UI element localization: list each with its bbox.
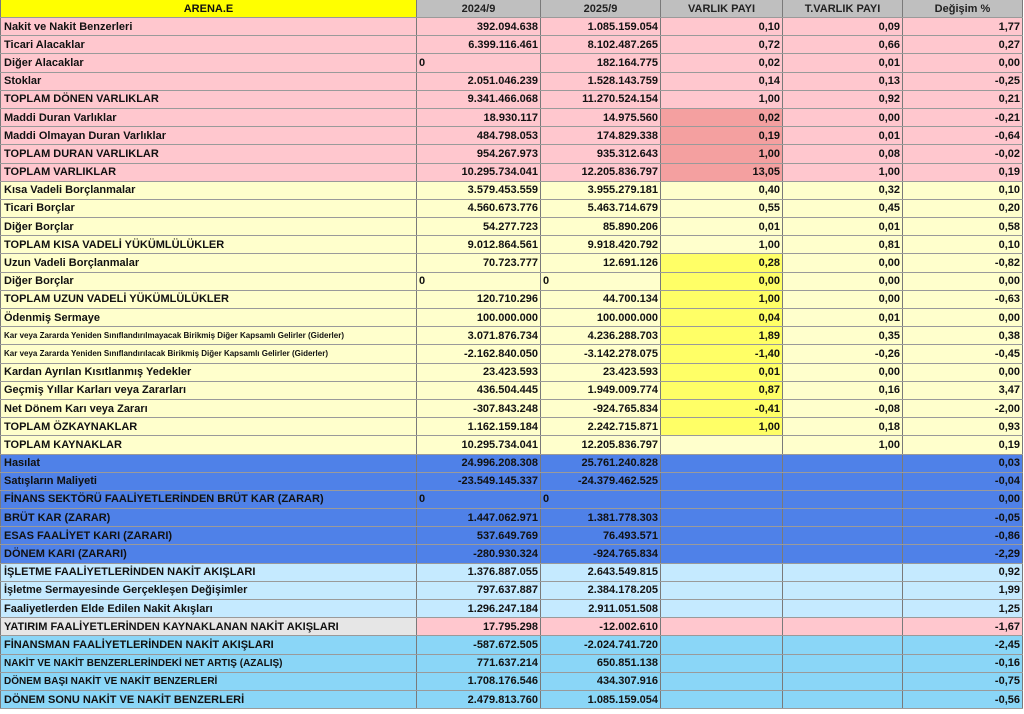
degisim-cell[interactable]: -0,45 [903, 345, 1023, 363]
t-varlik-payi-cell[interactable]: 0,00 [783, 254, 903, 272]
degisim-cell[interactable]: -0,56 [903, 690, 1023, 708]
row-label[interactable]: DÖNEM BAŞI NAKİT VE NAKİT BENZERLERİ [1, 672, 417, 690]
degisim-cell[interactable]: 1,25 [903, 600, 1023, 618]
value-2024-cell[interactable]: 1.376.887.055 [417, 563, 541, 581]
table-row [1, 218, 1023, 236]
row-label[interactable]: İŞLETME FAALİYETLERİNDEN NAKİT AKIŞLARI [1, 563, 417, 581]
degisim-cell[interactable]: 0,92 [903, 563, 1023, 581]
degisim-cell[interactable]: 0,19 [903, 436, 1023, 454]
header-ticker[interactable]: ARENA.E [1, 0, 417, 18]
t-varlik-payi-cell[interactable] [783, 654, 903, 672]
varlik-payi-cell[interactable]: -1,40 [661, 345, 783, 363]
varlik-payi-cell[interactable]: 0,19 [661, 127, 783, 145]
table-row [1, 90, 1023, 108]
value-2024-cell[interactable]: 10.295.734.041 [417, 163, 541, 181]
table-row [1, 236, 1023, 254]
header-row [1, 0, 1023, 18]
row-label[interactable]: Kısa Vadeli Borçlanmalar [1, 181, 417, 199]
row-label[interactable]: Net Dönem Karı veya Zararı [1, 399, 417, 417]
value-2024-cell[interactable]: 2.479.813.760 [417, 690, 541, 708]
varlik-payi-cell[interactable]: 1,00 [661, 418, 783, 436]
value-2024-cell[interactable]: 537.649.769 [417, 527, 541, 545]
t-varlik-payi-cell[interactable] [783, 527, 903, 545]
varlik-payi-cell[interactable]: 1,00 [661, 90, 783, 108]
value-2025-cell[interactable]: 1.949.009.774 [541, 381, 661, 399]
varlik-payi-cell[interactable] [661, 672, 783, 690]
value-2025-cell[interactable]: 434.307.916 [541, 672, 661, 690]
varlik-payi-cell[interactable]: 1,00 [661, 290, 783, 308]
row-label[interactable]: Satışların Maliyeti [1, 472, 417, 490]
row-label[interactable]: Maddi Duran Varlıklar [1, 108, 417, 126]
table-row [1, 363, 1023, 381]
value-2024-cell[interactable]: 54.277.723 [417, 218, 541, 236]
varlik-payi-cell[interactable] [661, 581, 783, 599]
degisim-cell[interactable]: -0,05 [903, 509, 1023, 527]
value-2025-cell[interactable]: -924.765.834 [541, 545, 661, 563]
value-2025-cell[interactable]: 2.242.715.871 [541, 418, 661, 436]
value-2024-cell[interactable]: 6.399.116.461 [417, 36, 541, 54]
varlik-payi-cell[interactable]: 1,00 [661, 145, 783, 163]
degisim-cell[interactable]: -0,64 [903, 127, 1023, 145]
table-row [1, 163, 1023, 181]
value-2025-cell[interactable] [541, 272, 661, 290]
table-row [1, 18, 1023, 36]
header-t-varlik-payi[interactable]: T.VARLIK PAYI [783, 0, 903, 18]
table-row [1, 454, 1023, 472]
varlik-payi-cell[interactable] [661, 509, 783, 527]
row-label[interactable]: TOPLAM KAYNAKLAR [1, 436, 417, 454]
value-2024-cell[interactable]: 771.637.214 [417, 654, 541, 672]
degisim-cell[interactable]: 0,27 [903, 36, 1023, 54]
table-row [1, 618, 1023, 636]
value-2024-cell[interactable]: 1.296.247.184 [417, 600, 541, 618]
value-2024-cell[interactable]: -23.549.145.337 [417, 472, 541, 490]
degisim-cell[interactable]: -2,00 [903, 399, 1023, 417]
table-row [1, 181, 1023, 199]
row-label[interactable]: TOPLAM KISA VADELİ YÜKÜMLÜLÜKLER [1, 236, 417, 254]
value-2025-value: 0 [543, 275, 550, 288]
value-2024-cell[interactable]: 4.560.673.776 [417, 199, 541, 217]
varlik-payi-cell[interactable]: 1,89 [661, 327, 783, 345]
t-varlik-payi-cell[interactable] [783, 545, 903, 563]
value-2024-cell[interactable]: 484.798.053 [417, 127, 541, 145]
header-degisim[interactable]: Değişim % [903, 0, 1023, 18]
row-label[interactable]: TOPLAM ÖZKAYNAKLAR [1, 418, 417, 436]
varlik-payi-cell[interactable]: 0,55 [661, 199, 783, 217]
t-varlik-payi-cell[interactable] [783, 563, 903, 581]
table-row [1, 545, 1023, 563]
value-2025-cell[interactable]: 25.761.240.828 [541, 454, 661, 472]
table-row [1, 690, 1023, 708]
row-label[interactable]: NAKİT VE NAKİT BENZERLERİNDEKİ NET ARTIŞ (AZALIŞ) [1, 654, 417, 672]
varlik-payi-cell[interactable]: 1,00 [661, 236, 783, 254]
t-varlik-payi-cell[interactable]: 0,32 [783, 181, 903, 199]
row-label[interactable]: Uzun Vadeli Borçlanmalar [1, 254, 417, 272]
value-2025-cell[interactable]: 9.918.420.792 [541, 236, 661, 254]
degisim-cell[interactable]: -0,63 [903, 290, 1023, 308]
value-2024-cell[interactable]: 9.341.466.068 [417, 90, 541, 108]
value-2024-cell[interactable]: 9.012.864.561 [417, 236, 541, 254]
value-2025-cell[interactable]: 44.700.134 [541, 290, 661, 308]
degisim-cell[interactable]: -1,67 [903, 618, 1023, 636]
t-varlik-payi-cell[interactable]: 0,01 [783, 218, 903, 236]
value-2024-cell[interactable]: 23.423.593 [417, 363, 541, 381]
value-2024-cell[interactable]: 18.930.117 [417, 108, 541, 126]
value-2025-cell[interactable]: 935.312.643 [541, 145, 661, 163]
degisim-cell[interactable]: 0,19 [903, 163, 1023, 181]
t-varlik-payi-cell[interactable]: 0,81 [783, 236, 903, 254]
table-row [1, 108, 1023, 126]
value-2024-cell[interactable] [417, 490, 541, 508]
varlik-payi-cell[interactable]: 13,05 [661, 163, 783, 181]
t-varlik-payi-cell[interactable]: 0,00 [783, 290, 903, 308]
t-varlik-payi-cell[interactable]: 0,35 [783, 327, 903, 345]
t-varlik-payi-cell[interactable]: 0,09 [783, 18, 903, 36]
value-2024-cell[interactable]: -587.672.505 [417, 636, 541, 654]
varlik-payi-cell[interactable] [661, 636, 783, 654]
varlik-payi-cell[interactable]: 0,14 [661, 72, 783, 90]
table-row [1, 254, 1023, 272]
value-2025-cell[interactable]: 182.164.775 [541, 54, 661, 72]
table-row [1, 345, 1023, 363]
t-varlik-payi-cell[interactable]: 0,01 [783, 127, 903, 145]
value-2025-cell[interactable]: 174.829.338 [541, 127, 661, 145]
t-varlik-payi-cell[interactable]: 0,92 [783, 90, 903, 108]
value-2025-cell[interactable]: 14.975.560 [541, 108, 661, 126]
t-varlik-payi-cell[interactable]: 0,00 [783, 272, 903, 290]
value-2025-cell[interactable]: -3.142.278.075 [541, 345, 661, 363]
value-2024-cell[interactable]: 24.996.208.308 [417, 454, 541, 472]
value-2025-cell[interactable]: 650.851.138 [541, 654, 661, 672]
value-2025-cell[interactable]: 3.955.279.181 [541, 181, 661, 199]
value-2024-cell[interactable]: 2.051.046.239 [417, 72, 541, 90]
value-2025-cell[interactable]: -12.002.610 [541, 618, 661, 636]
value-2025-cell[interactable]: 12.691.126 [541, 254, 661, 272]
row-label[interactable]: Kardan Ayrılan Kısıtlanmış Yedekler [1, 363, 417, 381]
degisim-cell[interactable]: 0,21 [903, 90, 1023, 108]
table-row [1, 145, 1023, 163]
value-2025-cell[interactable]: 85.890.206 [541, 218, 661, 236]
varlik-payi-cell[interactable]: 0,02 [661, 108, 783, 126]
value-2025-cell[interactable]: 8.102.487.265 [541, 36, 661, 54]
row-label[interactable]: Maddi Olmayan Duran Varlıklar [1, 127, 417, 145]
t-varlik-payi-cell[interactable] [783, 690, 903, 708]
table-row [1, 636, 1023, 654]
value-2025-cell[interactable]: 76.493.571 [541, 527, 661, 545]
table-row [1, 509, 1023, 527]
value-2024-cell[interactable]: 1.162.159.184 [417, 418, 541, 436]
row-label[interactable]: Diğer Borçlar [1, 272, 417, 290]
varlik-payi-cell[interactable] [661, 454, 783, 472]
varlik-payi-cell[interactable] [661, 490, 783, 508]
row-label[interactable]: FİNANS SEKTÖRÜ FAALİYETLERİNDEN BRÜT KAR (ZARAR) [1, 490, 417, 508]
degisim-cell[interactable]: -0,21 [903, 108, 1023, 126]
row-label[interactable]: Nakit ve Nakit Benzerleri [1, 18, 417, 36]
table-row [1, 672, 1023, 690]
value-2024-cell[interactable]: 70.723.777 [417, 254, 541, 272]
t-varlik-payi-cell[interactable] [783, 454, 903, 472]
table-row [1, 290, 1023, 308]
value-2025-cell[interactable]: -924.765.834 [541, 399, 661, 417]
row-label[interactable]: DÖNEM SONU NAKİT VE NAKİT BENZERLERİ [1, 690, 417, 708]
table-row [1, 490, 1023, 508]
degisim-cell[interactable]: 0,00 [903, 54, 1023, 72]
t-varlik-payi-cell[interactable]: -0,08 [783, 399, 903, 417]
degisim-cell[interactable]: -2,45 [903, 636, 1023, 654]
value-2025-cell[interactable]: 1.381.778.303 [541, 509, 661, 527]
t-varlik-payi-cell[interactable] [783, 618, 903, 636]
t-varlik-payi-cell[interactable]: -0,26 [783, 345, 903, 363]
row-label[interactable]: ESAS FAALİYET KARI (ZARARI) [1, 527, 417, 545]
t-varlik-payi-cell[interactable]: 0,08 [783, 145, 903, 163]
table-row [1, 36, 1023, 54]
value-2024-value: 0 [419, 56, 426, 69]
degisim-cell[interactable]: -0,04 [903, 472, 1023, 490]
degisim-cell[interactable]: 1,99 [903, 581, 1023, 599]
degisim-cell[interactable]: 0,10 [903, 181, 1023, 199]
varlik-payi-cell[interactable]: 0,87 [661, 381, 783, 399]
t-varlik-payi-cell[interactable]: 1,00 [783, 436, 903, 454]
value-2025-cell[interactable]: 2.384.178.205 [541, 581, 661, 599]
degisim-cell[interactable]: -0,86 [903, 527, 1023, 545]
table-row [1, 563, 1023, 581]
row-label[interactable]: Faaliyetlerden Elde Edilen Nakit Akışları [1, 600, 417, 618]
value-2025-cell[interactable]: 12.205.836.797 [541, 436, 661, 454]
varlik-payi-cell[interactable]: 0,10 [661, 18, 783, 36]
t-varlik-payi-cell[interactable]: 0,66 [783, 36, 903, 54]
value-2025-cell[interactable]: -24.379.462.525 [541, 472, 661, 490]
degisim-cell[interactable]: -0,82 [903, 254, 1023, 272]
value-2024-cell[interactable]: 392.094.638 [417, 18, 541, 36]
table-row [1, 199, 1023, 217]
degisim-cell[interactable]: 0,00 [903, 363, 1023, 381]
degisim-cell[interactable]: 0,93 [903, 418, 1023, 436]
table-row [1, 472, 1023, 490]
varlik-payi-cell[interactable] [661, 690, 783, 708]
table-row [1, 127, 1023, 145]
degisim-cell[interactable]: 0,03 [903, 454, 1023, 472]
table-row [1, 527, 1023, 545]
varlik-payi-cell[interactable]: 0,01 [661, 218, 783, 236]
degisim-cell[interactable]: -0,02 [903, 145, 1023, 163]
value-2024-cell[interactable]: 1.708.176.546 [417, 672, 541, 690]
table-row [1, 309, 1023, 327]
value-2024-cell[interactable]: 1.447.062.971 [417, 509, 541, 527]
value-2024-cell[interactable]: -280.930.324 [417, 545, 541, 563]
degisim-cell[interactable]: -0,25 [903, 72, 1023, 90]
value-2024-cell[interactable] [417, 54, 541, 72]
t-varlik-payi-cell[interactable]: 0,01 [783, 54, 903, 72]
degisim-cell[interactable]: 1,77 [903, 18, 1023, 36]
row-label[interactable]: DÖNEM KARI (ZARARI) [1, 545, 417, 563]
value-2024-cell[interactable]: -2.162.840.050 [417, 345, 541, 363]
t-varlik-payi-cell[interactable]: 0,45 [783, 199, 903, 217]
value-2025-cell[interactable]: 4.236.288.703 [541, 327, 661, 345]
table-row [1, 54, 1023, 72]
value-2025-cell[interactable]: 2.911.051.508 [541, 600, 661, 618]
table-row [1, 399, 1023, 417]
degisim-cell[interactable]: 0,00 [903, 490, 1023, 508]
value-2024-value: 0 [419, 493, 426, 506]
t-varlik-payi-cell[interactable] [783, 472, 903, 490]
row-label[interactable]: FİNANSMAN FAALİYETLERİNDEN NAKİT AKIŞLARI [1, 636, 417, 654]
value-2025-cell[interactable]: 1.528.143.759 [541, 72, 661, 90]
value-2025-cell[interactable]: 11.270.524.154 [541, 90, 661, 108]
value-2024-cell[interactable]: 797.637.887 [417, 581, 541, 599]
row-label[interactable]: TOPLAM VARLIKLAR [1, 163, 417, 181]
degisim-cell[interactable]: -0,16 [903, 654, 1023, 672]
degisim-cell[interactable]: -0,75 [903, 672, 1023, 690]
row-label[interactable]: BRÜT KAR (ZARAR) [1, 509, 417, 527]
t-varlik-payi-cell[interactable]: 0,00 [783, 363, 903, 381]
value-2024-cell[interactable]: 436.504.445 [417, 381, 541, 399]
degisim-cell[interactable]: 0,10 [903, 236, 1023, 254]
varlik-payi-cell[interactable]: 0,04 [661, 309, 783, 327]
degisim-cell[interactable]: 0,38 [903, 327, 1023, 345]
value-2025-cell[interactable]: 1.085.159.054 [541, 690, 661, 708]
row-label[interactable]: TOPLAM DURAN VARLIKLAR [1, 145, 417, 163]
value-2024-cell[interactable]: 120.710.296 [417, 290, 541, 308]
value-2025-cell[interactable]: 5.463.714.679 [541, 199, 661, 217]
value-2024-cell[interactable]: 100.000.000 [417, 309, 541, 327]
table-row [1, 272, 1023, 290]
value-2024-cell[interactable]: 10.295.734.041 [417, 436, 541, 454]
degisim-cell[interactable]: -2,29 [903, 545, 1023, 563]
varlik-payi-cell[interactable] [661, 436, 783, 454]
row-label[interactable]: Ödenmiş Sermaye [1, 309, 417, 327]
header-2024[interactable]: 2024/9 [417, 0, 541, 18]
varlik-payi-cell[interactable]: 0,01 [661, 363, 783, 381]
varlik-payi-cell[interactable]: 0,02 [661, 54, 783, 72]
varlik-payi-cell[interactable] [661, 600, 783, 618]
value-2025-value: 0 [543, 493, 550, 506]
t-varlik-payi-cell[interactable] [783, 490, 903, 508]
varlik-payi-cell[interactable] [661, 618, 783, 636]
table-row [1, 72, 1023, 90]
row-label[interactable]: YATIRIM FAALİYETLERİNDEN KAYNAKLANAN NAKİT AKIŞLARI [1, 618, 417, 636]
row-label[interactable]: Ticari Borçlar [1, 199, 417, 217]
degisim-cell[interactable]: 0,00 [903, 272, 1023, 290]
value-2025-cell[interactable]: 12.205.836.797 [541, 163, 661, 181]
row-label[interactable]: TOPLAM DÖNEN VARLIKLAR [1, 90, 417, 108]
t-varlik-payi-cell[interactable]: 1,00 [783, 163, 903, 181]
row-label[interactable]: İşletme Sermayesinde Gerçekleşen Değişimler [1, 581, 417, 599]
value-2025-cell[interactable]: 1.085.159.054 [541, 18, 661, 36]
value-2024-cell[interactable]: 3.579.453.559 [417, 181, 541, 199]
t-varlik-payi-cell[interactable]: 0,16 [783, 381, 903, 399]
value-2024-cell[interactable]: 17.795.298 [417, 618, 541, 636]
varlik-payi-cell[interactable]: -0,41 [661, 399, 783, 417]
row-label[interactable]: Kar veya Zararda Yeniden Sınıflandırılmayacak Birikmiş Diğer Kapsamlı Gelirler (Giderler) [1, 327, 417, 345]
varlik-payi-cell[interactable] [661, 545, 783, 563]
value-2025-cell[interactable]: -2.024.741.720 [541, 636, 661, 654]
t-varlik-payi-cell[interactable]: 0,13 [783, 72, 903, 90]
value-2024-value: 0 [419, 275, 426, 288]
row-label[interactable]: Diğer Alacaklar [1, 54, 417, 72]
t-varlik-payi-cell[interactable]: 0,01 [783, 309, 903, 327]
value-2024-cell[interactable]: 954.267.973 [417, 145, 541, 163]
varlik-payi-cell[interactable]: 0,00 [661, 272, 783, 290]
varlik-payi-cell[interactable] [661, 654, 783, 672]
degisim-cell[interactable]: 0,20 [903, 199, 1023, 217]
varlik-payi-cell[interactable]: 0,40 [661, 181, 783, 199]
varlik-payi-cell[interactable]: 0,72 [661, 36, 783, 54]
value-2025-cell[interactable] [541, 490, 661, 508]
value-2024-cell[interactable]: 3.071.876.734 [417, 327, 541, 345]
t-varlik-payi-cell[interactable] [783, 509, 903, 527]
t-varlik-payi-cell[interactable] [783, 636, 903, 654]
t-varlik-payi-cell[interactable] [783, 672, 903, 690]
varlik-payi-cell[interactable]: 0,28 [661, 254, 783, 272]
t-varlik-payi-cell[interactable] [783, 600, 903, 618]
header-2025[interactable]: 2025/9 [541, 0, 661, 18]
table-row [1, 381, 1023, 399]
degisim-cell[interactable]: 0,00 [903, 309, 1023, 327]
table-row [1, 418, 1023, 436]
varlik-payi-cell[interactable] [661, 527, 783, 545]
degisim-cell[interactable]: 0,58 [903, 218, 1023, 236]
row-label[interactable]: Geçmiş Yıllar Karları veya Zararları [1, 381, 417, 399]
value-2025-cell[interactable]: 100.000.000 [541, 309, 661, 327]
t-varlik-payi-cell[interactable]: 0,00 [783, 108, 903, 126]
t-varlik-payi-cell[interactable] [783, 581, 903, 599]
varlik-payi-cell[interactable] [661, 563, 783, 581]
table-row [1, 600, 1023, 618]
value-2025-cell[interactable]: 23.423.593 [541, 363, 661, 381]
header-varlik-payi[interactable]: VARLIK PAYI [661, 0, 783, 18]
table-row [1, 436, 1023, 454]
row-label[interactable]: Ticari Alacaklar [1, 36, 417, 54]
t-varlik-payi-cell[interactable]: 0,18 [783, 418, 903, 436]
row-label[interactable]: Kar veya Zararda Yeniden Sınıflandırılacak Birikmiş Diğer Kapsamlı Gelirler (Giderler) [1, 345, 417, 363]
degisim-cell[interactable]: 3,47 [903, 381, 1023, 399]
table-row [1, 654, 1023, 672]
value-2024-cell[interactable] [417, 272, 541, 290]
varlik-payi-cell[interactable] [661, 472, 783, 490]
table-row [1, 581, 1023, 599]
value-2024-cell[interactable]: -307.843.248 [417, 399, 541, 417]
row-label[interactable]: Hasılat [1, 454, 417, 472]
row-label[interactable]: Stoklar [1, 72, 417, 90]
row-label[interactable]: Diğer Borçlar [1, 218, 417, 236]
row-label[interactable]: TOPLAM UZUN VADELİ YÜKÜMLÜLÜKLER [1, 290, 417, 308]
table-row [1, 327, 1023, 345]
value-2025-cell[interactable]: 2.643.549.815 [541, 563, 661, 581]
